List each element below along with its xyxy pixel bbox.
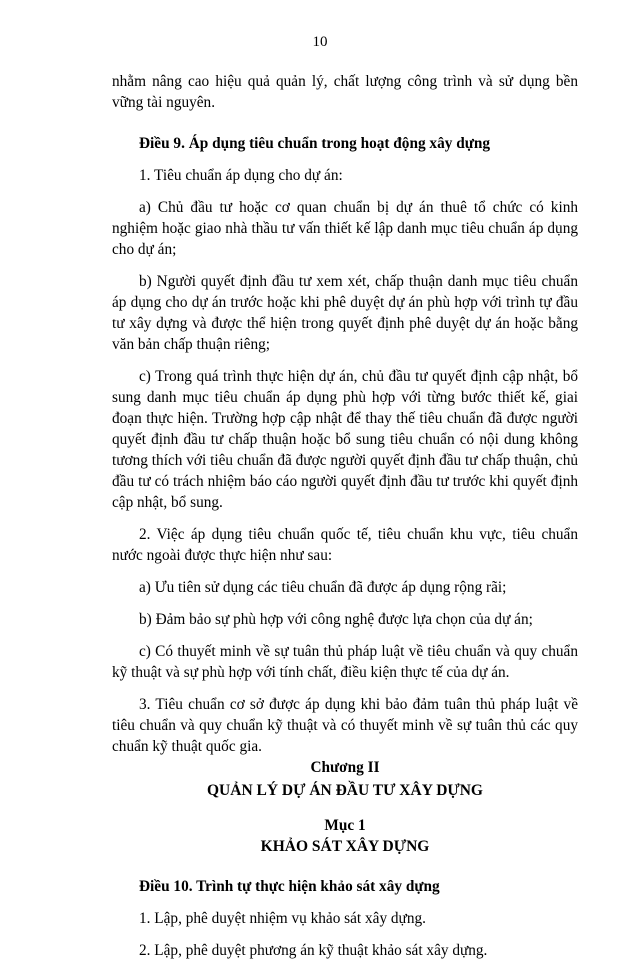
chapter-title: QUẢN LÝ DỰ ÁN ĐẦU TƯ XÂY DỰNG: [207, 782, 483, 799]
page-number: 10: [312, 34, 328, 50]
clause-2b: b) Đảm bảo sự phù hợp với công nghệ được lựa chọn của dự án;: [139, 611, 533, 628]
clause-2a: a) Ưu tiên sử dụng các tiêu chuẩn đã được áp dụng rộng rãi;: [139, 579, 507, 596]
clause-2c: c) Có thuyết minh về sự tuân thủ pháp luật về tiêu chuẩn và quy chuẩn kỹ thuật và sự phù hợp với tính chất, điều kiện thực tế của dự án.: [112, 643, 578, 681]
article-10-item-2: 2. Lập, phê duyệt phương án kỹ thuật khảo sát xây dựng.: [139, 942, 488, 959]
section-title: KHẢO SÁT XÂY DỰNG: [260, 838, 430, 855]
section-label: Mục 1: [324, 817, 366, 834]
page-body: [112, 71, 578, 972]
clause-1c: c) Trong quá trình thực hiện dự án, chủ đầu tư quyết định cập nhật, bổ sung danh mục tiêu chuẩn áp dụng phù hợp với từng bước thiết kế, giai đoạn thực hiện. Trường hợp cập nhật để thay thế tiêu chuẩn đã được người quyết định đầu tư chấp thuận hoặc bổ sung tiêu chuẩn có nội dung không tương thích với tiêu chuẩn đã được người quyết định đầu tư chấp thuận, chủ đầu tư có trách nhiệm báo cáo người quyết định đầu tư trước khi quyết định cập nhật, bổ sung.: [112, 368, 578, 511]
clause-3: 3. Tiêu chuẩn cơ sở được áp dụng khi bảo đảm tuân thủ pháp luật về tiêu chuẩn và quy chuẩn kỹ thuật và có thuyết minh về sự tuân thủ các quy chuẩn kỹ thuật quốc gia.: [112, 696, 578, 755]
article-10-title: Điều 10. Trình tự thực hiện khảo sát xây dựng: [139, 878, 440, 895]
article-10-item-1: 1. Lập, phê duyệt nhiệm vụ khảo sát xây dựng.: [139, 910, 426, 927]
clause-1a: a) Chủ đầu tư hoặc cơ quan chuẩn bị dự án thuê tổ chức có kinh nghiệm hoặc giao nhà thầu tư vấn thiết kế lập danh mục tiêu chuẩn áp dụng cho dự án;: [112, 199, 578, 258]
clause-1b: b) Người quyết định đầu tư xem xét, chấp thuận danh mục tiêu chuẩn áp dụng cho dự án trước hoặc khi phê duyệt dự án phù hợp với trình tự đầu tư xây dựng và được thể hiện trong quyết định phê duyệt dự án hoặc bằng văn bản chấp thuận riêng;: [112, 273, 578, 353]
article-9-title: Điều 9. Áp dụng tiêu chuẩn trong hoạt động xây dựng: [139, 135, 491, 152]
clause-1: 1. Tiêu chuẩn áp dụng cho dự án:: [139, 167, 343, 184]
clause-2: 2. Việc áp dụng tiêu chuẩn quốc tế, tiêu chuẩn khu vực, tiêu chuẩn nước ngoài được thực hiện như sau:: [112, 526, 578, 564]
chapter-label: Chương II: [310, 759, 380, 776]
intro-paragraph: nhằm nâng cao hiệu quả quản lý, chất lượng công trình và sử dụng bền vững tài nguyên.: [112, 73, 578, 111]
